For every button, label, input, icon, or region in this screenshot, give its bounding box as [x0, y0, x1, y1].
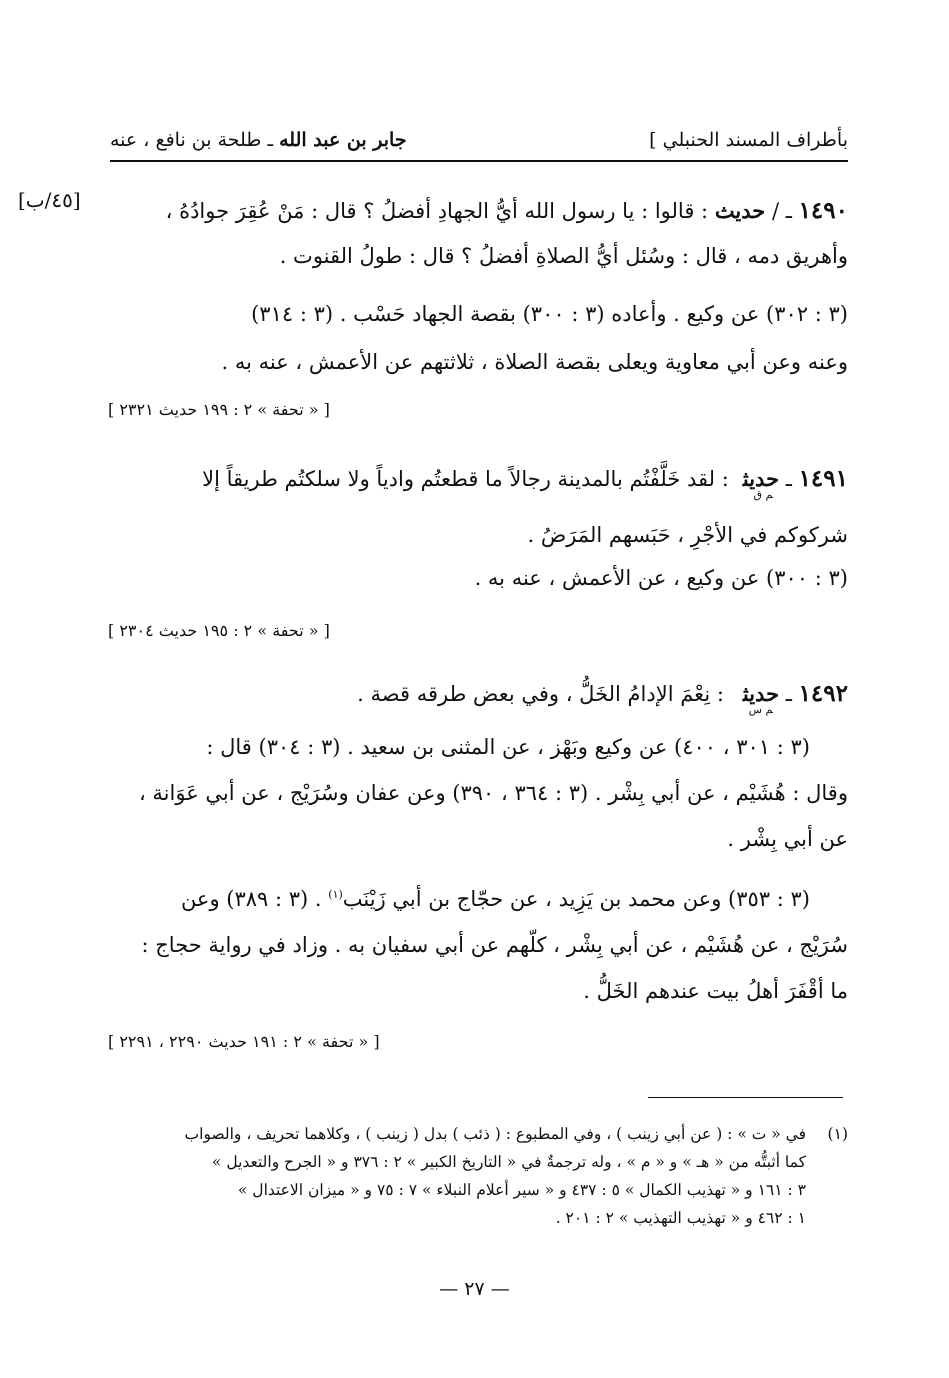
hadith-text: : قالوا : يا رسول الله أيُّ الجهادِ أفضلُ ؟ قال : مَنْ عُقِرَ جوادُهُ ،	[165, 199, 709, 223]
hadith-number: ١٤٩٠	[798, 197, 848, 224]
hadith-sigla: م س	[748, 703, 773, 716]
hadith-1491	[110, 453, 848, 561]
hadith-dash: ـ /	[771, 199, 792, 223]
hadith-number: ١٤٩٢	[798, 680, 848, 707]
chain-line	[110, 872, 848, 922]
hadith-1492-chain-b	[110, 872, 848, 1014]
hadith-1490-chain	[148, 290, 848, 338]
hadith-1492-line-1	[110, 670, 848, 722]
footnote-line: في « ت » : ( عن أبي زينب ) ، وفي المطبوع : ( ذئب ) بدل ( زينب ) ، وكلاهما تحريف ، والصواب	[184, 1125, 806, 1143]
footnote-number: (١)	[827, 1125, 848, 1143]
hadith-1490-line-2: وأهريق دمه ، قال : وسُئل أيُّ الصلاةِ أفضلُ ؟ قال : طولُ القنوت .	[279, 244, 848, 268]
hadith-1491-tuhfa: [ « تحفة » ٢ : ١٩٥ حديث ٢٣٠٤ ]	[108, 621, 330, 640]
hadith-1492	[110, 670, 848, 722]
running-header	[110, 120, 848, 162]
footnote-line: ٣ : ١٦١ و « تهذيب الكمال » ٥ : ٤٣٧ و « سير أعلام النبلاء » ٧ : ٧٥ و « ميزان الاعتدال »	[237, 1181, 806, 1199]
hadith-number: ١٤٩١	[798, 465, 848, 492]
chain-line: ما أقْفَرَ أهلُ بيت عندهم الخَلُّ .	[583, 979, 848, 1003]
footnote-line: ١ : ٤٦٢ و « تهذيب التهذيب » ٢ : ٢٠١ .	[555, 1209, 806, 1227]
chain-line: (٣ : ٣٠٠) عن وكيع ، عن الأعمش ، عنه به .	[474, 566, 848, 590]
footnote-body	[100, 1120, 806, 1232]
hadith-dash: ـ	[785, 682, 792, 706]
margin-folio-note: [٤٥/ب]	[18, 188, 81, 212]
chain-line: وعنه وعن أبي معاوية ويعلى بقصة الصلاة ، ثلاثتهم عن الأعمش ، عنه به .	[221, 350, 848, 374]
hadith-text: : لقد خَلَّفْتُم بالمدينة رجالاً ما قطعتُم وادياً ولا سلكتُم طريقاً إلا	[202, 467, 729, 491]
footnote-mark: (١)	[328, 888, 343, 901]
hadith-dash: ـ	[785, 467, 792, 491]
hadith-1491-chain	[148, 556, 848, 600]
page-number: — ٢٧ —	[439, 1278, 510, 1300]
chain-text: . (٣ : ٣٨٩) وعن	[180, 887, 322, 911]
chain-line: سُرَيْج ، عن هُشَيْم ، عن أبي بِشْر ، كلّهم عن أبي سفيان به . وزاد في رواية حجاج :	[141, 933, 848, 957]
footnote-rule	[648, 1097, 843, 1098]
hadith-label: حديث	[742, 466, 780, 491]
hadith-label: حديث	[714, 198, 766, 223]
hadith-1491-line-2: شركوكم في الأجْرِ ، حَبَسهم المَرَضُ .	[527, 523, 848, 547]
chain-line: عن أبي بِشْر .	[727, 827, 848, 851]
hadith-sigla: م ق	[753, 488, 773, 501]
chain-text: (٣ : ٣٥٣) وعن محمد بن يَزِيد ، عن حجّاج بن أبي زَيْنَب	[342, 887, 810, 911]
hadith-1490	[110, 188, 848, 279]
header-section-bold: جابر بن عبد الله	[279, 129, 407, 151]
footnote-line: كما أثبتُّه من « هـ » و « م » ، وله ترجمةٌ في « التاريخ الكبير » ٢ : ٣٧٦ و « الجرح والتعديل »	[211, 1153, 806, 1171]
hadith-text: : نِعْمَ الإدامُ الخَلُّ ، وفي بعض طرقه قصة .	[357, 682, 724, 706]
header-book-title: بأطراف المسند الحنبلي ]	[649, 129, 848, 151]
header-section	[110, 120, 407, 160]
hadith-1492-chain-a	[110, 724, 848, 862]
header-section-rest: ـ طلحة بن نافع ، عنه	[110, 129, 274, 151]
hadith-1490-tuhfa: [ « تحفة » ٢ : ١٩٩ حديث ٢٣٢١ ]	[108, 400, 330, 419]
chain-line: (٣ : ٣٠١ ، ٤٠٠) عن وكيع وبَهْز ، عن المثنى بن سعيد . (٣ : ٣٠٤) قال :	[206, 735, 810, 759]
hadith-1492-tuhfa: [ « تحفة » ٢ : ١٩١ حديث ٢٢٩٠ ، ٢٢٩١ ]	[108, 1032, 380, 1051]
chain-line: وقال : هُشَيْم ، عن أبي بِشْر . (٣ : ٣٦٤ ، ٣٩٠) وعن عفان وسُرَيْج ، عن أبي عَوَانة ،	[138, 781, 848, 805]
hadith-1490-chain-2	[110, 338, 848, 386]
chain-line: (٣ : ٣٠٢) عن وكيع . وأعاده (٣ : ٣٠٠) بقصة الجهاد حَسْب . (٣ : ٣١٤)	[251, 302, 848, 326]
hadith-1490-line-1	[110, 188, 848, 234]
hadith-label: حديث	[742, 681, 780, 706]
footnote-1	[100, 1120, 848, 1232]
hadith-1491-line-1	[110, 453, 848, 509]
